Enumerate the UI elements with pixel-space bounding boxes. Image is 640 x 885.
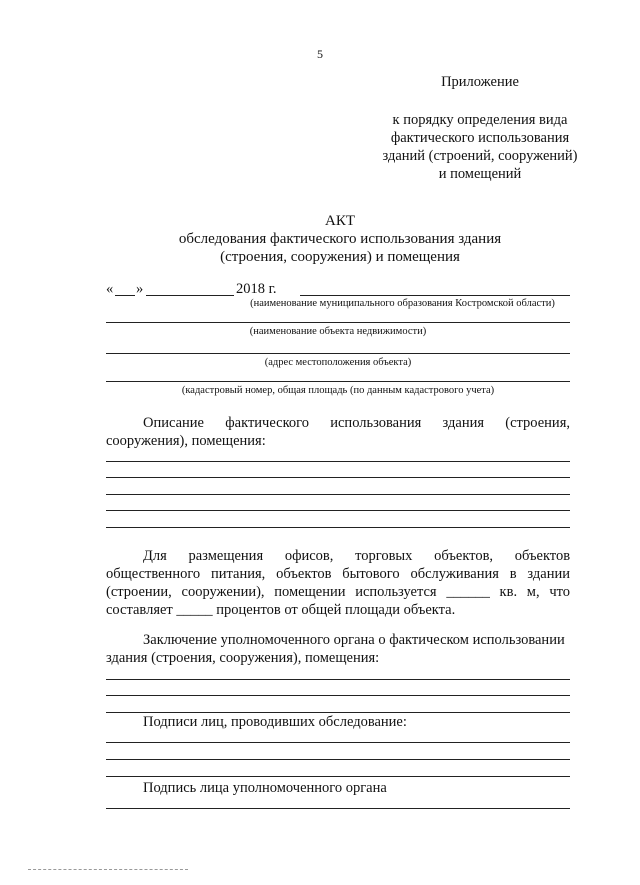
description-word: Описание xyxy=(143,415,204,431)
date-close-quote: » xyxy=(136,281,144,297)
description-word: использования xyxy=(330,415,422,431)
offices-word: офисов, xyxy=(284,548,334,564)
persons-signature-line[interactable] xyxy=(106,776,570,777)
object-caption: (наименование объекта недвижимости) xyxy=(249,326,427,337)
scan-artifact xyxy=(28,869,188,870)
description-line-2: сооружения), помещения: xyxy=(106,433,266,449)
conclusion-line-1: Заключение уполномоченного органа о фактическом использовании xyxy=(143,632,565,648)
offices-line-1 xyxy=(143,547,570,566)
offices-word: размещения xyxy=(188,548,264,564)
cadastral-caption: (кадастровый номер, общая площадь (по данным кадастрового учета) xyxy=(181,385,495,396)
municipality-field[interactable] xyxy=(300,295,570,296)
offices-word: что xyxy=(549,584,571,600)
page-number: 5 xyxy=(317,47,323,61)
conclusion-field-line[interactable] xyxy=(106,695,570,696)
description-word: (строения, xyxy=(505,415,570,431)
description-word: здания xyxy=(442,415,485,431)
offices-word: объектов, xyxy=(434,548,494,564)
date-open-quote: « xyxy=(106,281,114,297)
cadastral-field[interactable] xyxy=(106,381,570,382)
description-line-1 xyxy=(143,414,570,433)
description-word: фактического xyxy=(225,415,309,431)
persons-signature-line[interactable] xyxy=(106,759,570,760)
offices-word: Для xyxy=(143,548,167,564)
offices-word: торговых xyxy=(355,548,413,564)
appendix-line: к порядку определения вида xyxy=(392,112,568,128)
object-field[interactable] xyxy=(106,322,570,323)
appendix-line: зданий (строений, сооружений) xyxy=(382,148,578,164)
offices-line-4: составляет _____ процентов от общей площади объекта. xyxy=(106,602,456,618)
authority-signature-line[interactable] xyxy=(106,808,570,809)
offices-word: м, xyxy=(526,584,540,600)
area-field[interactable]: ______ xyxy=(446,584,490,600)
act-subtitle: обследования фактического использования здания xyxy=(178,231,502,247)
description-field-line[interactable] xyxy=(106,510,570,511)
description-field-line[interactable] xyxy=(106,477,570,478)
offices-word: (строении, сооружении), помещении используется xyxy=(106,584,437,600)
appendix-line: и помещений xyxy=(438,166,522,182)
day-field[interactable] xyxy=(115,295,135,296)
authority-signature-label: Подпись лица уполномоченного органа xyxy=(143,780,387,796)
address-field[interactable] xyxy=(106,353,570,354)
offices-word: кв. xyxy=(499,584,518,600)
act-subtitle: (строения, сооружения) и помещения xyxy=(220,249,460,265)
month-field[interactable] xyxy=(146,295,234,296)
offices-line-3 xyxy=(106,583,570,602)
appendix-title: Приложение xyxy=(441,74,519,90)
description-field-line[interactable] xyxy=(106,494,570,495)
persons-signature-line[interactable] xyxy=(106,742,570,743)
address-caption: (адрес местоположения объекта) xyxy=(264,357,412,368)
description-field-line[interactable] xyxy=(106,527,570,528)
offices-word: объектов xyxy=(514,548,571,564)
offices-line-2: общественного питания, объектов бытового обслуживания в здании xyxy=(106,566,570,582)
conclusion-line-2: здания (строения, сооружения), помещения: xyxy=(106,650,380,666)
municipality-caption: (наименование муниципального образования Костромской области) xyxy=(250,298,555,309)
appendix-line: фактического использования xyxy=(390,130,570,146)
act-title: АКТ xyxy=(325,213,355,229)
conclusion-field-line[interactable] xyxy=(106,679,570,680)
persons-signature-label: Подписи лиц, проводивших обследование: xyxy=(143,714,407,730)
date-year: 2018 г. xyxy=(236,281,277,297)
description-field-line[interactable] xyxy=(106,461,570,462)
